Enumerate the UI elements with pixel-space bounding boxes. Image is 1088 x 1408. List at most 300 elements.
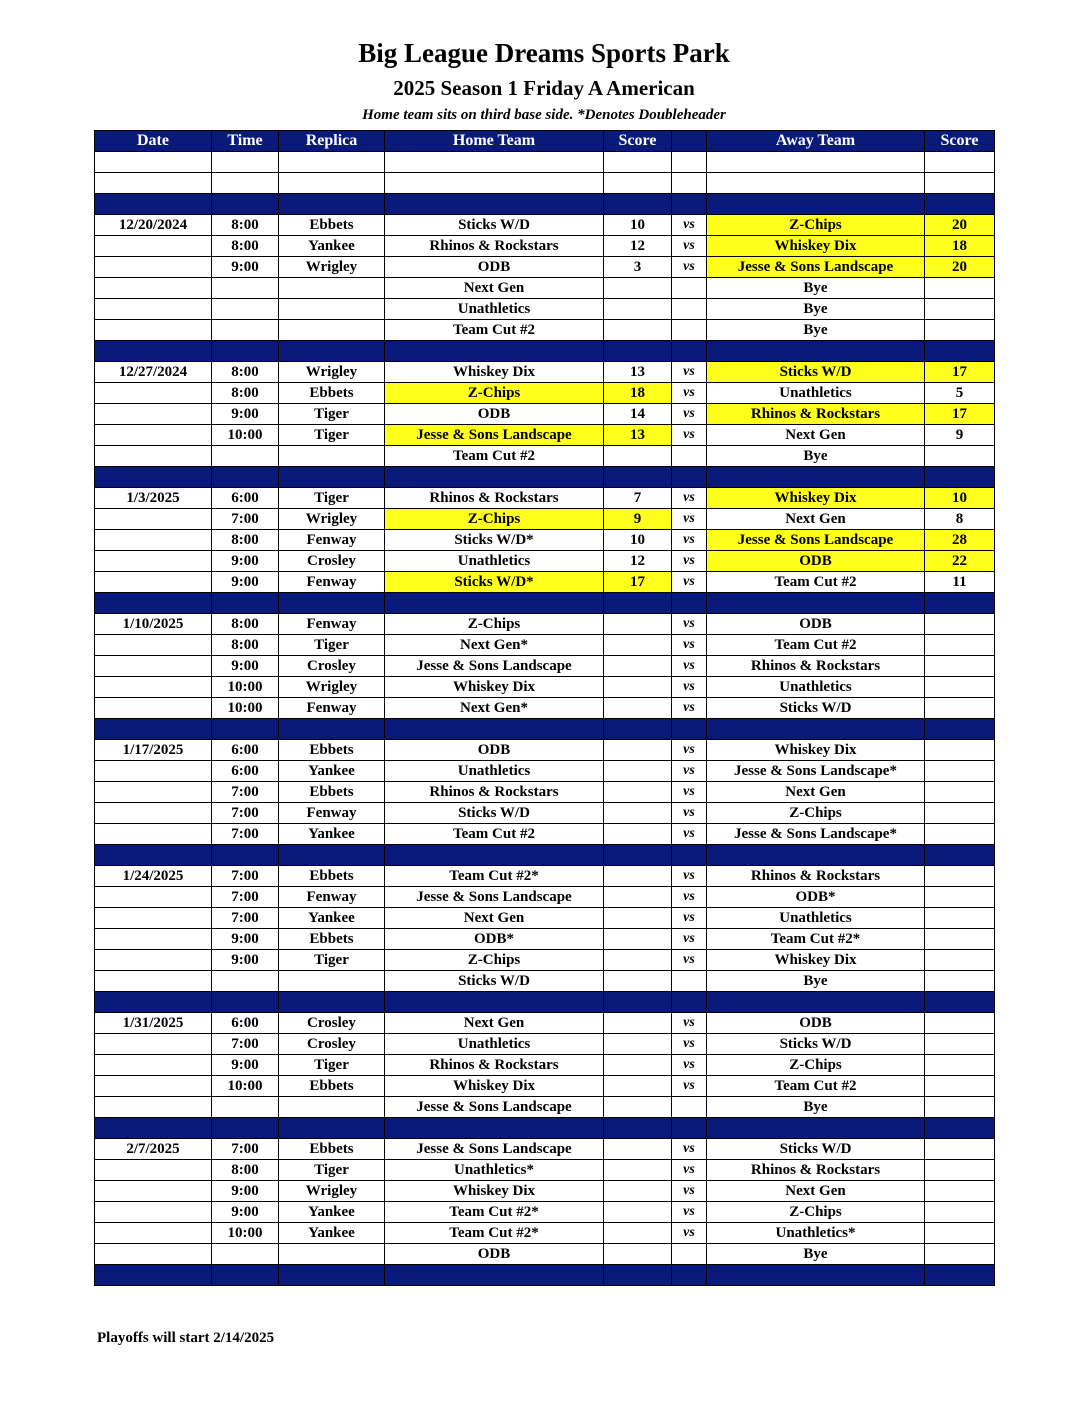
time-cell: 8:00 <box>212 236 279 257</box>
time-cell: 6:00 <box>212 1013 279 1034</box>
time-cell: 8:00 <box>212 635 279 656</box>
home-score-cell <box>604 824 672 845</box>
replica-cell: Ebbets <box>279 383 385 404</box>
time-cell <box>212 1097 279 1118</box>
table-row <box>95 404 995 425</box>
away-team-cell: Bye <box>707 971 925 992</box>
vs-cell <box>672 467 707 488</box>
home-score-cell <box>604 992 672 1013</box>
table-row <box>95 236 995 257</box>
away-score-cell: 28 <box>925 530 995 551</box>
away-team-cell: ODB <box>707 614 925 635</box>
footer-note: Playoffs will start 2/14/2025 <box>97 1330 275 1346</box>
home-score-cell <box>604 1223 672 1244</box>
away-score-cell <box>925 992 995 1013</box>
away-score-cell <box>925 1244 995 1265</box>
home-team-cell: Whiskey Dix <box>385 362 604 383</box>
date-cell: 2/7/2025 <box>95 1139 212 1160</box>
date-cell: 12/20/2024 <box>95 215 212 236</box>
replica-cell: Yankee <box>279 1223 385 1244</box>
time-cell: 9:00 <box>212 656 279 677</box>
away-score-cell <box>925 194 995 215</box>
home-team-cell <box>385 845 604 866</box>
date-cell: 1/17/2025 <box>95 740 212 761</box>
vs-cell: vs <box>672 782 707 803</box>
home-team-cell: Team Cut #2 <box>385 824 604 845</box>
table-row <box>95 1055 995 1076</box>
date-cell: 12/27/2024 <box>95 362 212 383</box>
home-team-cell: Sticks W/D <box>385 215 604 236</box>
blank-row <box>95 152 995 173</box>
separator-row <box>95 1265 995 1286</box>
home-team-cell <box>385 341 604 362</box>
replica-cell: Yankee <box>279 824 385 845</box>
away-team-cell: Z-Chips <box>707 215 925 236</box>
time-cell <box>212 1244 279 1265</box>
home-team-cell: Jesse & Sons Landscape <box>385 1097 604 1118</box>
col-header-date: Date <box>95 131 212 152</box>
vs-cell: vs <box>672 1013 707 1034</box>
replica-cell: Tiger <box>279 425 385 446</box>
away-score-cell <box>925 803 995 824</box>
home-team-cell: Sticks W/D <box>385 803 604 824</box>
home-team-cell: Next Gen* <box>385 698 604 719</box>
date-cell <box>95 593 212 614</box>
home-team-cell <box>385 593 604 614</box>
replica-cell: Fenway <box>279 530 385 551</box>
replica-cell: Wrigley <box>279 362 385 383</box>
table-row <box>95 1013 995 1034</box>
date-cell <box>95 1265 212 1286</box>
home-score-cell <box>604 929 672 950</box>
replica-cell <box>279 1244 385 1265</box>
date-cell <box>95 845 212 866</box>
time-cell <box>212 971 279 992</box>
date-cell <box>95 992 212 1013</box>
replica-cell: Ebbets <box>279 740 385 761</box>
time-cell: 9:00 <box>212 1202 279 1223</box>
away-score-cell <box>925 761 995 782</box>
time-cell: 8:00 <box>212 215 279 236</box>
away-team-cell: Z-Chips <box>707 1202 925 1223</box>
vs-cell <box>672 341 707 362</box>
table-row <box>95 1097 995 1118</box>
home-score-cell <box>604 803 672 824</box>
home-score-cell: 17 <box>604 572 672 593</box>
separator-row <box>95 1118 995 1139</box>
replica-cell: Tiger <box>279 1055 385 1076</box>
replica-cell <box>279 719 385 740</box>
away-score-cell <box>925 593 995 614</box>
table-row <box>95 971 995 992</box>
away-team-cell: Bye <box>707 1244 925 1265</box>
table-row <box>95 1034 995 1055</box>
away-score-cell <box>925 446 995 467</box>
replica-cell: Crosley <box>279 1013 385 1034</box>
away-team-cell: Z-Chips <box>707 803 925 824</box>
table-row <box>95 614 995 635</box>
home-team-cell <box>385 1265 604 1286</box>
away-score-cell <box>925 1160 995 1181</box>
date-cell <box>95 950 212 971</box>
home-team-cell: Unathletics <box>385 551 604 572</box>
schedule-table <box>94 130 995 1286</box>
vs-cell <box>672 1118 707 1139</box>
away-score-cell <box>925 1181 995 1202</box>
table-row <box>95 803 995 824</box>
vs-cell: vs <box>672 656 707 677</box>
table-row <box>95 698 995 719</box>
away-team-cell: Rhinos & Rockstars <box>707 1160 925 1181</box>
home-score-cell <box>604 677 672 698</box>
home-score-cell <box>604 698 672 719</box>
col-header-vs <box>672 131 707 152</box>
away-score-cell: 17 <box>925 404 995 425</box>
table-row <box>95 362 995 383</box>
replica-cell: Tiger <box>279 1160 385 1181</box>
vs-cell: vs <box>672 824 707 845</box>
col-header-away-team: Away Team <box>707 131 925 152</box>
time-cell: 7:00 <box>212 1034 279 1055</box>
away-score-cell <box>925 908 995 929</box>
date-cell <box>95 719 212 740</box>
away-score-cell: 20 <box>925 257 995 278</box>
away-score-cell <box>925 740 995 761</box>
page-title: Big League Dreams Sports Park <box>358 38 730 68</box>
time-cell: 10:00 <box>212 1223 279 1244</box>
time-cell: 9:00 <box>212 572 279 593</box>
vs-cell <box>672 194 707 215</box>
table-row <box>95 551 995 572</box>
away-score-cell <box>925 719 995 740</box>
replica-cell: Fenway <box>279 698 385 719</box>
table-row <box>95 1202 995 1223</box>
home-score-cell <box>604 1265 672 1286</box>
away-team-cell: Unathletics <box>707 677 925 698</box>
vs-cell: vs <box>672 1160 707 1181</box>
page-subtitle: 2025 Season 1 Friday A American <box>393 76 695 100</box>
away-team-cell <box>707 593 925 614</box>
time-cell: 8:00 <box>212 614 279 635</box>
vs-cell: vs <box>672 1055 707 1076</box>
home-team-cell: Jesse & Sons Landscape <box>385 887 604 908</box>
home-score-cell <box>604 1076 672 1097</box>
date-cell <box>95 887 212 908</box>
home-team-cell: Z-Chips <box>385 383 604 404</box>
home-score-cell <box>604 173 672 194</box>
away-team-cell: Next Gen <box>707 509 925 530</box>
away-score-cell: 18 <box>925 236 995 257</box>
home-score-cell <box>604 1139 672 1160</box>
replica-cell: Yankee <box>279 1202 385 1223</box>
home-team-cell: Next Gen <box>385 908 604 929</box>
date-cell <box>95 761 212 782</box>
home-team-cell: ODB <box>385 257 604 278</box>
vs-cell <box>672 593 707 614</box>
vs-cell: vs <box>672 761 707 782</box>
replica-cell <box>279 971 385 992</box>
away-team-cell: Bye <box>707 446 925 467</box>
time-cell: 9:00 <box>212 1055 279 1076</box>
separator-row <box>95 719 995 740</box>
home-score-cell <box>604 740 672 761</box>
home-team-cell: Unathletics <box>385 1034 604 1055</box>
table-row <box>95 761 995 782</box>
away-team-cell <box>707 845 925 866</box>
vs-cell <box>672 278 707 299</box>
vs-cell: vs <box>672 488 707 509</box>
table-row <box>95 1076 995 1097</box>
col-header-home-team: Home Team <box>385 131 604 152</box>
away-team-cell <box>707 173 925 194</box>
time-cell <box>212 152 279 173</box>
date-cell <box>95 257 212 278</box>
table-row <box>95 635 995 656</box>
replica-cell: Ebbets <box>279 215 385 236</box>
table-row <box>95 425 995 446</box>
home-score-cell: 12 <box>604 236 672 257</box>
vs-cell: vs <box>672 1181 707 1202</box>
home-team-cell: ODB* <box>385 929 604 950</box>
date-cell <box>95 908 212 929</box>
home-team-cell <box>385 467 604 488</box>
table-row <box>95 782 995 803</box>
away-team-cell <box>707 1265 925 1286</box>
home-score-cell <box>604 1181 672 1202</box>
away-team-cell: Next Gen <box>707 782 925 803</box>
replica-cell: Fenway <box>279 614 385 635</box>
time-cell <box>212 992 279 1013</box>
home-score-cell: 12 <box>604 551 672 572</box>
vs-cell: vs <box>672 929 707 950</box>
away-team-cell <box>707 152 925 173</box>
time-cell <box>212 173 279 194</box>
home-score-cell <box>604 320 672 341</box>
time-cell: 7:00 <box>212 782 279 803</box>
table-row <box>95 908 995 929</box>
table-row <box>95 446 995 467</box>
vs-cell: vs <box>672 698 707 719</box>
time-cell: 7:00 <box>212 509 279 530</box>
vs-cell <box>672 971 707 992</box>
page-note: Home team sits on third base side. *Denotes Doubleheader <box>362 107 726 123</box>
vs-cell: vs <box>672 1034 707 1055</box>
home-score-cell: 7 <box>604 488 672 509</box>
vs-cell: vs <box>672 530 707 551</box>
date-cell <box>95 1160 212 1181</box>
away-team-cell <box>707 719 925 740</box>
vs-cell: vs <box>672 1139 707 1160</box>
date-cell <box>95 530 212 551</box>
col-header-replica: Replica <box>279 131 385 152</box>
vs-cell <box>672 446 707 467</box>
home-team-cell <box>385 992 604 1013</box>
table-row <box>95 1244 995 1265</box>
date-cell <box>95 320 212 341</box>
away-score-cell <box>925 782 995 803</box>
home-score-cell: 18 <box>604 383 672 404</box>
away-team-cell: Jesse & Sons Landscape* <box>707 761 925 782</box>
time-cell: 8:00 <box>212 530 279 551</box>
home-score-cell <box>604 1202 672 1223</box>
home-team-cell: Whiskey Dix <box>385 677 604 698</box>
date-cell <box>95 341 212 362</box>
home-score-cell <box>604 1034 672 1055</box>
vs-cell: vs <box>672 257 707 278</box>
away-score-cell: 11 <box>925 572 995 593</box>
date-cell <box>95 929 212 950</box>
time-cell <box>212 320 279 341</box>
home-team-cell: Jesse & Sons Landscape <box>385 656 604 677</box>
date-cell <box>95 446 212 467</box>
vs-cell <box>672 299 707 320</box>
away-team-cell: Sticks W/D <box>707 362 925 383</box>
home-team-cell: Sticks W/D <box>385 971 604 992</box>
away-score-cell <box>925 614 995 635</box>
home-score-cell: 13 <box>604 425 672 446</box>
away-score-cell: 10 <box>925 488 995 509</box>
date-cell <box>95 425 212 446</box>
away-score-cell <box>925 467 995 488</box>
table-row <box>95 1223 995 1244</box>
home-team-cell <box>385 1118 604 1139</box>
vs-cell: vs <box>672 1223 707 1244</box>
time-cell: 8:00 <box>212 383 279 404</box>
replica-cell: Yankee <box>279 761 385 782</box>
vs-cell: vs <box>672 215 707 236</box>
schedule-body <box>95 152 995 1286</box>
away-score-cell <box>925 278 995 299</box>
vs-cell <box>672 1244 707 1265</box>
away-team-cell: ODB <box>707 551 925 572</box>
replica-cell: Tiger <box>279 635 385 656</box>
date-cell <box>95 1202 212 1223</box>
vs-cell <box>672 173 707 194</box>
date-cell: 1/10/2025 <box>95 614 212 635</box>
time-cell: 9:00 <box>212 404 279 425</box>
vs-cell <box>672 320 707 341</box>
time-cell <box>212 194 279 215</box>
vs-cell <box>672 1265 707 1286</box>
table-row <box>95 257 995 278</box>
time-cell: 10:00 <box>212 1076 279 1097</box>
date-cell <box>95 1097 212 1118</box>
table-row <box>95 488 995 509</box>
date-cell <box>95 152 212 173</box>
date-cell <box>95 278 212 299</box>
away-team-cell: ODB <box>707 1013 925 1034</box>
home-team-cell <box>385 719 604 740</box>
away-score-cell <box>925 866 995 887</box>
home-team-cell: Unathletics <box>385 761 604 782</box>
home-score-cell <box>604 887 672 908</box>
time-cell <box>212 341 279 362</box>
vs-cell: vs <box>672 803 707 824</box>
date-cell <box>95 467 212 488</box>
vs-cell: vs <box>672 551 707 572</box>
away-team-cell <box>707 992 925 1013</box>
home-score-cell <box>604 194 672 215</box>
time-cell <box>212 719 279 740</box>
vs-cell: vs <box>672 866 707 887</box>
vs-cell: vs <box>672 908 707 929</box>
away-team-cell: Whiskey Dix <box>707 740 925 761</box>
away-team-cell: Sticks W/D <box>707 1034 925 1055</box>
home-team-cell: Sticks W/D* <box>385 530 604 551</box>
away-team-cell: Whiskey Dix <box>707 950 925 971</box>
away-team-cell: Unathletics* <box>707 1223 925 1244</box>
table-row <box>95 1139 995 1160</box>
time-cell: 10:00 <box>212 425 279 446</box>
away-score-cell: 5 <box>925 383 995 404</box>
home-score-cell <box>604 152 672 173</box>
away-score-cell <box>925 971 995 992</box>
table-row <box>95 215 995 236</box>
home-score-cell <box>604 719 672 740</box>
date-cell <box>95 404 212 425</box>
home-score-cell <box>604 1244 672 1265</box>
table-row <box>95 278 995 299</box>
date-cell <box>95 677 212 698</box>
date-cell <box>95 194 212 215</box>
table-row <box>95 1181 995 1202</box>
vs-cell <box>672 845 707 866</box>
replica-cell: Ebbets <box>279 1076 385 1097</box>
home-team-cell: Team Cut #2* <box>385 1223 604 1244</box>
time-cell: 8:00 <box>212 362 279 383</box>
time-cell: 9:00 <box>212 950 279 971</box>
date-cell <box>95 1034 212 1055</box>
table-row <box>95 530 995 551</box>
away-score-cell <box>925 887 995 908</box>
table-row <box>95 1160 995 1181</box>
home-team-cell: Sticks W/D* <box>385 572 604 593</box>
away-team-cell: Unathletics <box>707 908 925 929</box>
date-cell <box>95 173 212 194</box>
table-row <box>95 950 995 971</box>
time-cell <box>212 1265 279 1286</box>
vs-cell: vs <box>672 677 707 698</box>
vs-cell: vs <box>672 236 707 257</box>
date-cell <box>95 971 212 992</box>
replica-cell <box>279 173 385 194</box>
home-team-cell <box>385 194 604 215</box>
away-score-cell: 20 <box>925 215 995 236</box>
home-team-cell: Rhinos & Rockstars <box>385 1055 604 1076</box>
date-cell <box>95 572 212 593</box>
time-cell: 7:00 <box>212 887 279 908</box>
home-score-cell <box>604 593 672 614</box>
date-cell <box>95 635 212 656</box>
vs-cell: vs <box>672 1202 707 1223</box>
home-score-cell <box>604 446 672 467</box>
home-team-cell: Z-Chips <box>385 950 604 971</box>
replica-cell <box>279 593 385 614</box>
table-header-row <box>95 131 995 152</box>
home-score-cell: 3 <box>604 257 672 278</box>
home-score-cell <box>604 971 672 992</box>
away-team-cell: Whiskey Dix <box>707 488 925 509</box>
home-score-cell <box>604 635 672 656</box>
replica-cell: Fenway <box>279 803 385 824</box>
replica-cell: Wrigley <box>279 257 385 278</box>
away-team-cell: Next Gen <box>707 1181 925 1202</box>
home-score-cell <box>604 299 672 320</box>
away-score-cell: 17 <box>925 362 995 383</box>
replica-cell: Crosley <box>279 656 385 677</box>
time-cell: 6:00 <box>212 488 279 509</box>
away-team-cell: Next Gen <box>707 425 925 446</box>
